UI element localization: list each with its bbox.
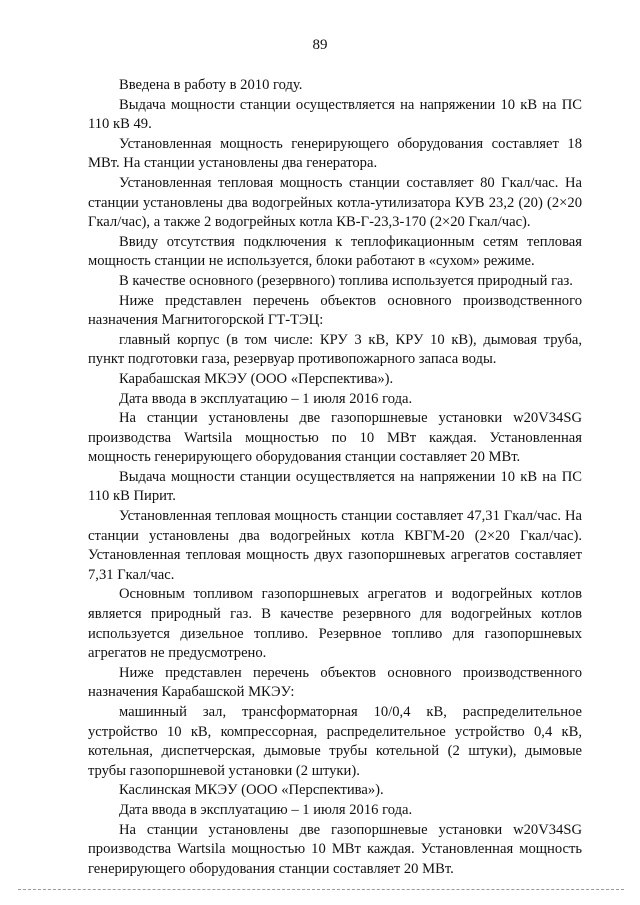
bottom-divider [18, 889, 624, 890]
paragraph: Ввиду отсутствия подключения к теплофикационным сетям тепловая мощность станции не используется, блоки работают в «сухом» режиме. [88, 233, 582, 270]
paragraph: Ниже представлен перечень объектов основного производственного назначения Магнитогорской ГТ-ТЭЦ: [88, 292, 582, 329]
paragraph: Выдача мощности станции осуществляется на напряжении 10 кВ на ПС 110 кВ 49. [88, 96, 582, 133]
paragraph: Ниже представлен перечень объектов основного производственного назначения Карабашской МКЭУ: [88, 664, 582, 701]
paragraph: Дата ввода в эксплуатацию – 1 июля 2016 года. [119, 801, 413, 818]
paragraph: Основным топливом газопоршневых агрегатов и водогрейных котлов является природный газ. В качестве резервного для водогрейных котлов используется дизельное топливо. Резервное топливо для газопоршневых агрегатов не предусмотрено. [88, 586, 582, 662]
paragraph: Установленная мощность генерирующего оборудования составляет 18 МВт. На станции установлены два генератора. [88, 135, 582, 172]
paragraph: Введена в работу в 2010 году. [119, 77, 303, 93]
paragraph: Дата ввода в эксплуатацию – 1 июля 2016 года. [119, 390, 413, 407]
paragraph: главный корпус (в том числе: КРУ 3 кВ, КРУ 10 кВ), дымовая труба, пункт подготовки газа, резервуар противопожарного запаса воды. [88, 331, 582, 368]
paragraph: Выдача мощности станции осуществляется на напряжении 10 кВ на ПС 110 кВ Пирит. [88, 468, 582, 505]
paragraph: На станции установлены две газопоршневые установки w20V34SG производства Wartsila мощностью 10 МВт каждая. Установленная мощность генерирующего оборудования станции составляет 20 МВт. [88, 821, 582, 877]
document-body [88, 76, 582, 879]
paragraph: На станции установлены две газопоршневые установки w20V34SG производства Wartsila мощностью по 10 МВт каждая. Установленная мощность генерирующего оборудования станции составляет 20 МВт. [88, 410, 582, 466]
paragraph: Установленная тепловая мощность станции составляет 47,31 Гкал/час. На станции установлены два водогрейных котла КВГМ-20 (2×20 Гкал/час). Установленная тепловая мощность двух газопоршневых агрегатов составляет 7,31 Гкал/час. [88, 508, 582, 583]
paragraph: В качестве основного (резервного) топлива используется природный газ. [119, 272, 573, 289]
paragraph: машинный зал, трансформаторная 10/0,4 кВ, распределительное устройство 10 кВ, компрессорная, распределительное устройство 0,4 кВ, котельная, диспетчерская, дымовые трубы котельной (2 штуки), дымовые трубы газопоршневой установки (2 штуки). [88, 704, 582, 779]
paragraph: Каслинская МКЭУ (ООО «Перспектива»). [119, 782, 384, 799]
paragraph: Карабашская МКЭУ (ООО «Перспектива»). [119, 370, 394, 387]
page-number: 89 [312, 37, 328, 53]
paragraph: Установленная тепловая мощность станции составляет 80 Гкал/час. На станции установлены два водогрейных котла-утилизатора КУВ 23,2 (20) (2×20 Гкал/час), а также 2 водогрейных котла КВ-Г-23,3-170 (2×20 Гкал/час). [88, 174, 582, 231]
